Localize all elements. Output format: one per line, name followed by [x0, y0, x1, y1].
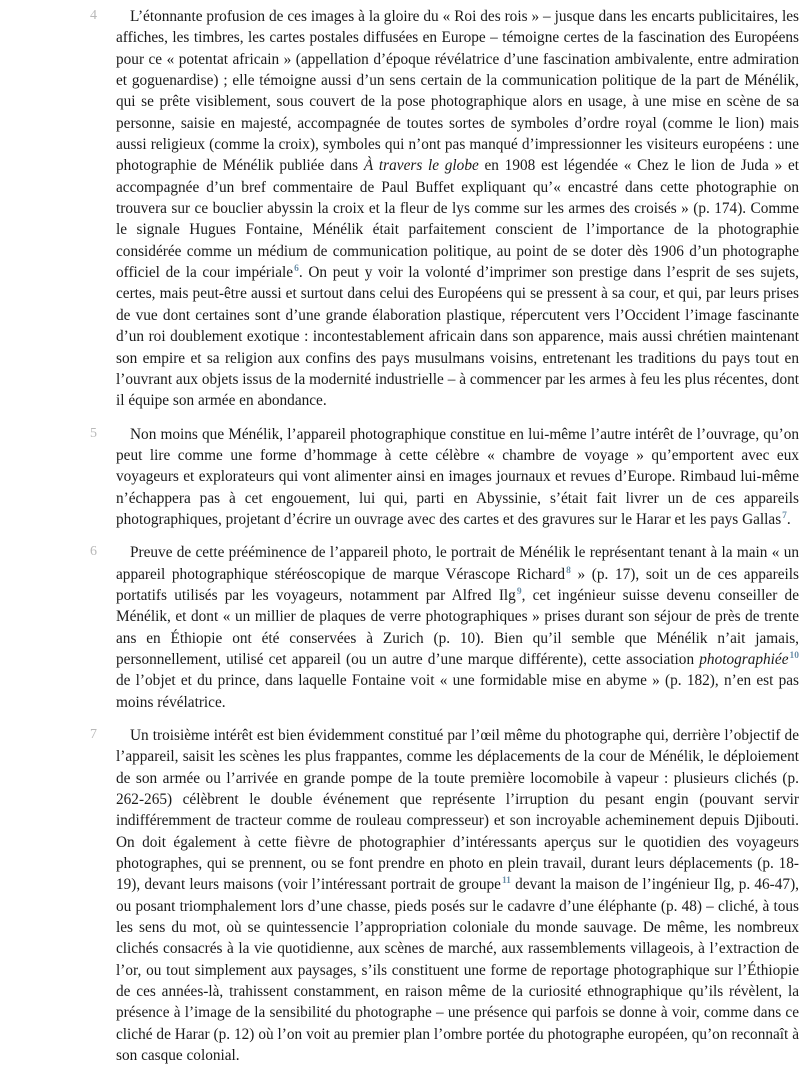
paragraph — [0, 542, 802, 713]
text-run: devant la maison de l’ingénieur Ilg, p. 46-47), ou posant triomphalement lors d’une chasse, pieds posés sur le cadavre d’une éléphante (p. 48) – cliché, à tous les sens du mot, où se quintessencie l’appropriation coloniale du monde sauvage. De même, les nombreux clichés consacrés à la vie quotidienne, aux scènes de marché, aux rassemblements villageois, à l’extraction de l’or, ou tout simplement aux paysages, s’ils constituent une forme de reportage photographique sur l’Éthiopie de ces années-là, trahissent constamment, en raison même de la curiosité ethnographique qu’ils révèlent, la présence à l’image de la sensibilité du photographe – une présence qui parfois se donne à voir, comme dans ce cliché de Harar (p. 12) où l’on voit au premier plan l’ombre portée du photographe européen, qu’on reconnaît à son casque colonial. — [116, 876, 799, 1065]
text-run: . — [786, 510, 791, 528]
italic-title: À travers le globe — [363, 157, 479, 175]
article-body — [0, 6, 802, 1079]
text-run: Non moins que Ménélik, l’appareil photographique constitue en lui-même l’autre intérêt de l’ouvrage, qu’on peut lire comme une forme d’hommage à cette célèbre « chambre de voyage » qu’emportent avec eux voyageurs et explorateurs qui vont alimenter ainsi en images journaux et revues d’Europe. Rimbaud lui-même n’échappera pas à cet engouement, lui qui, parti en Abyssinie, s’était fait livrer un de ces appareils photographiques, projetant d’écrire un ouvrage avec des cartes et des gravures sur le Harar et les pays Gallas — [116, 425, 799, 528]
footnote-reference-link[interactable]: 6 — [294, 264, 299, 275]
footnote-reference-link[interactable]: 9 — [516, 586, 522, 597]
text-run: . On peut y voir la volonté d’imprimer son prestige dans l’esprit de ses sujets, certes, mais peut-être aussi et surtout dans celui des Européens qui se pressent à sa cour, et qui, par leurs prises de vue dont certaines sont d’une grande élaboration plastique, répercutent vers l’Occident l’image fascinante d’un roi doublement exotique : incontestablement africain dans son apparence, mais aussi chrétien maintenant son empire et sa religion aux confins des pays musulmans voisins, entretenant les traditions du pays tout en l’ouvrant aux objets issus de la modernité industrielle – à commencer par les armes à feu les plus récentes, dont il équipe son armée en abondance. — [116, 264, 799, 410]
footnote-reference-link[interactable]: 7 — [782, 510, 787, 521]
paragraph — [0, 6, 802, 412]
paragraph-number: 4 — [90, 8, 97, 23]
text-run: Un troisième intérêt est bien évidemment constitué par l’œil même du photographe qui, derrière l’objectif de l’appareil, saisit les scènes les plus frappantes, comme les déplacements de la cour de Ménélik, le déploiement de son armée ou l’arrivée en grande pompe de la toute première locomobile à vapeur : plusieurs clichés (p. 262-265) célèbrent le double événement que représente l’irruption du pesant engin (pouvant servir indifféremment de tracteur comme de rouleau compresseur) et son incroyable acheminement depuis Djibouti. On doit également à cette fièvre de photographier d’intéressants aperçus sur le quotidien des voyageurs photographes, qui se prennent, ou se font prendre en photo en plein travail, durant leurs déplacements (p. 18-19), devant leurs maisons (voir l’intéressant portrait de groupe — [116, 727, 799, 894]
paragraph-number: 7 — [90, 727, 97, 742]
paragraph-text — [116, 6, 799, 412]
paragraph — [0, 725, 802, 1067]
paragraph-text — [116, 424, 799, 531]
italic-title: photographiée — [699, 650, 789, 668]
text-run: L’étonnante profusion de ces images à la gloire du « Roi des rois » – jusque dans les encarts publicitaires, les affiches, les timbres, les cartes postales diffusées en Europe – témoigne certes de la fascination des Européens pour ce « potentat africain » (appellation d’époque révélatrice d’une fascination ambivalente, entre admiration et goguenardise) ; elle témoigne aussi d’un sens certain de la communication politique de la part de Ménélik, qui se prête visiblement, sous couvert de la pose photographique alors en usage, à une mise en scène de sa personne, saisie en majesté, accompagnée de toutes sortes de symboles d’ordre royal (comme le lion) mais aussi religieux (comme la croix), symboles qui n’ont pas manqué d’impressionner les visiteurs européens : une photographie de Ménélik publiée dans — [116, 8, 799, 175]
text-run: en 1908 est légendée « Chez le lion de Juda » et accompagnée d’un bref commentaire de Paul Buffet expliquant qu’« encastré dans cette photographie on trouvera sur ce bouclier abyssin la croix et la fleur de lys comme sur les armes des croisés » (p. 174). Comme le signale Hugues Fontaine, Ménélik était parfaitement conscient de l’importance de la photographie considérée comme un médium de communication politique, au point de se doter dès 1906 d’un photographe officiel de la cour impériale — [116, 157, 799, 282]
text-run: » (p. 17), soit un de ces appareils portatifs utilisés par les voyageurs, notamment par Alfred Ilg — [116, 565, 799, 604]
text-run: de l’objet et du prince, dans laquelle Fontaine voit « une formidable mise en abyme » (p. 182), n’en est pas moins révélatrice. — [116, 672, 799, 711]
paragraph-text — [116, 725, 799, 1067]
paragraph — [0, 424, 802, 531]
text-run: Preuve de cette prééminence de l’appareil photo, le portrait de Ménélik le représentant tenant à la main « un appareil photographique stéréoscopique de marque Vérascope Richard — [116, 544, 799, 583]
paragraph-number: 5 — [90, 425, 97, 441]
footnote-reference-link[interactable]: 8 — [566, 565, 571, 576]
paragraph-number: 6 — [90, 544, 97, 560]
footnote-reference-link[interactable]: 10 — [789, 650, 799, 661]
footnote-reference-link[interactable]: 11 — [501, 876, 511, 887]
paragraph-text — [116, 542, 799, 713]
text-run: , cet ingénieur suisse devenu conseiller de Ménélik, et dont « un millier de plaques de verre photographiques » prises durant son séjour de près de trente ans en Éthiopie ont été conservées à Zurich (p. 10). Bien qu’il semble que Ménélik n’ait jamais, personnellement, utilisé cet appareil (ou un autre d’une marque différente), cette association — [116, 586, 799, 668]
